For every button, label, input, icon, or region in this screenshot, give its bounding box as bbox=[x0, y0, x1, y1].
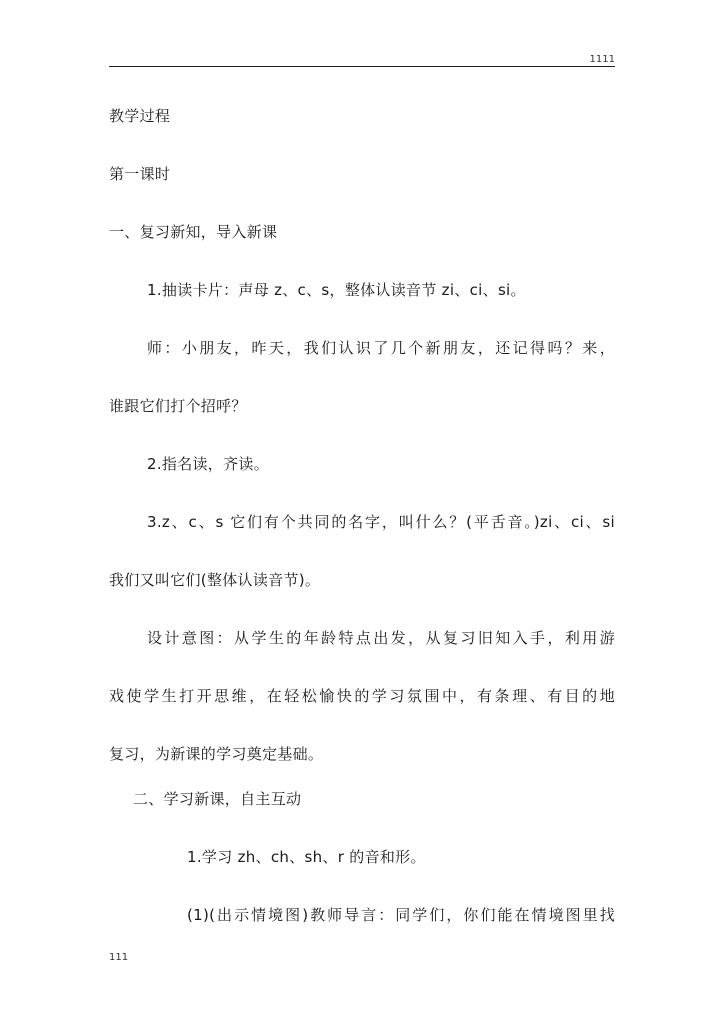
paragraph-learn-zh-ch-sh-r: 1.学习 zh、ch、sh、r 的音和形。 bbox=[187, 848, 426, 866]
page-header-number: 1111 bbox=[589, 54, 615, 65]
part-heading-new-lesson: 二、学习新课，自主互动 bbox=[133, 790, 302, 808]
paragraph-design-intent-line-2: 戏使学生打开思维，在轻松愉快的学习氛围中，有条理、有目的地 bbox=[109, 687, 615, 705]
paragraph-teacher-line-1: 师：小朋友，昨天，我们认识了几个新朋友，还记得吗？来， bbox=[147, 339, 615, 357]
paragraph-step-3-line-1: 3.z、c、s 它们有个共同的名字，叫什么？(平舌音。)zi、ci、si bbox=[147, 513, 615, 531]
page-footer-number: 111 bbox=[109, 952, 129, 963]
lesson-heading: 第一课时 bbox=[109, 165, 171, 183]
paragraph-step-1: 1.抽读卡片：声母 z、c、s，整体认读音节 zi、ci、si。 bbox=[147, 281, 526, 299]
part-heading-review: 一、复习新知，导入新课 bbox=[109, 223, 278, 241]
paragraph-situation-image: (1)(出示情境图)教师导言：同学们，你们能在情境图里找 bbox=[187, 906, 615, 924]
paragraph-teacher-line-2: 谁跟它们打个招呼？ bbox=[109, 397, 247, 415]
paragraph-step-2: 2.指名读，齐读。 bbox=[147, 455, 270, 473]
paragraph-design-intent-line-1: 设计意图：从学生的年龄特点出发，从复习旧知入手，利用游 bbox=[147, 629, 615, 647]
paragraph-design-intent-line-3: 复习，为新课的学习奠定基础。 bbox=[109, 745, 324, 763]
section-heading-teaching-process: 教学过程 bbox=[109, 107, 171, 125]
paragraph-step-3-line-2: 我们又叫它们(整体认读音节)。 bbox=[109, 571, 321, 589]
header-rule bbox=[109, 66, 615, 67]
